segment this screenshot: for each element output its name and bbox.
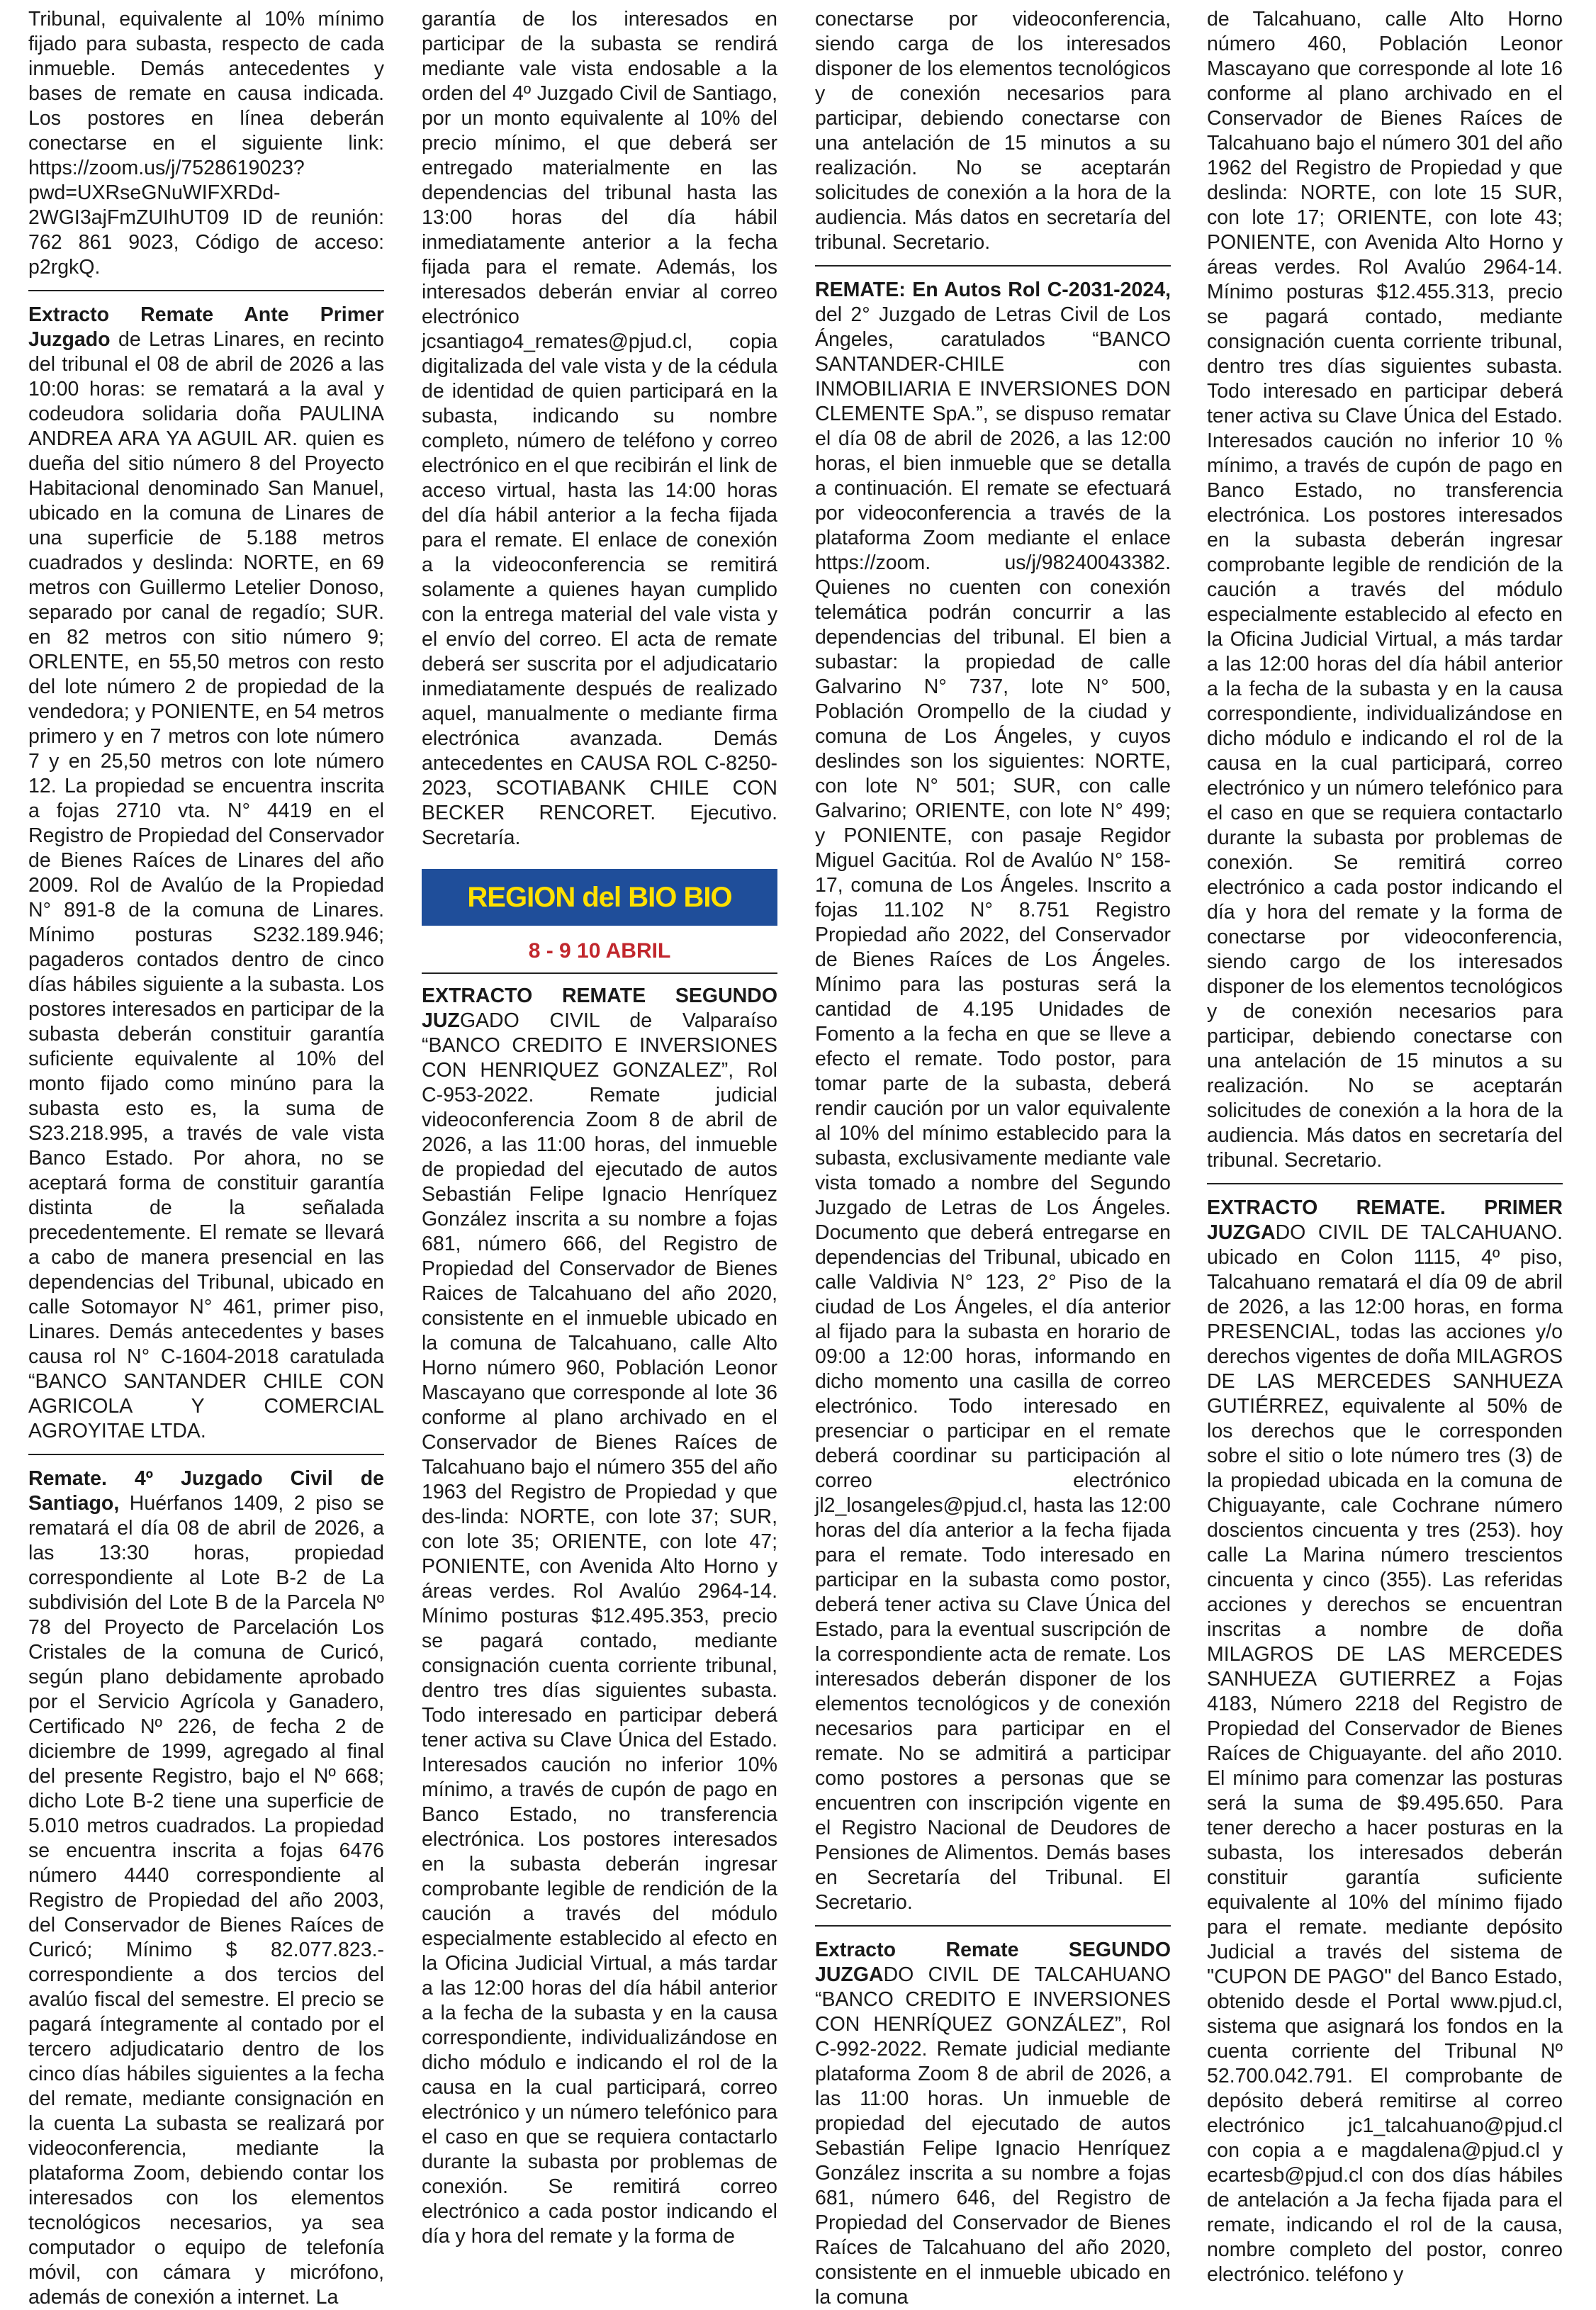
notice-heading: EXTRACTO REMATE SEGUNDO JUZ bbox=[422, 985, 777, 1032]
column-3 bbox=[815, 7, 1171, 2310]
notice-talcahuano-remate: Extracto Remate SEGUNDO JUZGADO CIVIL DE TALCAHUANO “BANCO CREDITO E INVERSIONES CON HENRÍQUEZ GONZÁLEZ”, Rol C-992-2022. Remate judicial mediante plataforma Zoom 8 de abril de 2026, a las 11:00 horas. Un inmueble de propiedad del ejecutado de autos Sebastián Felipe Ignacio Henríquez González inscrita a su nombre a fojas 681, número 646, del Registro de Propiedad del Conservador de Bienes Raíces de Talcahuano del año 2020, consistente en el inmueble ubicado en la comuna bbox=[815, 1925, 1171, 2310]
notice-linares-remate: Extracto Remate Ante Primer Juzgado de Letras Linares, en recinto del tribunal el 08 de abril de 2026 a las 10:00 horas: se rematará a la aval y codeudora solidaria doña PAULINA ANDREA ARA YA AGUIL AR. quien es dueña del sitio número 8 del Proyecto Habitacional denominado San Manuel, ubicado en la comuna de Linares de una superficie de 5.188 metros cuadrados y deslinda: NORTE, en 69 metros con Guillermo Letelier Donoso, separado por canal de regadío; SUR. en 82 metros con sitio número 9; ORLENTE, en 55,50 metros con resto del lote número 2 de propiedad de la vendedora; y PONIENTE, en 54 metros primero y en 7 metros con lote número 7 y en 25,50 metros con lote número 12. La propiedad se encuentra inscrita a fojas 2710 vta. N° 4419 en el Registro de Propiedad del Conservador de Bienes Raíces de Linares del año 2009. Rol de Avalúo de la Propiedad N° 891-8 de la comuna de Linares. Mínimo posturas S232.189.946; pagaderos contados dentro de cinco días hábiles siguiente a la subasta. Los postores interesados en participar de la subasta deberán constituir garantía suficiente equivalente al 10% del monto fijado como minúno para la subasta esto es, la suma de S23.218.995, a través de vale vista Banco Estado. Por ahora, no se aceptará forma de constituir garantía distinta de la señalada precedentemente. El remate se llevará a cabo de manera presencial en las dependencias del Tribunal, ubicado en calle Sotomayor N° 461, primer piso, Linares. Demás antecedentes y bases causa rol N° C-1604-2018 caratulada “BANCO SANTANDER CHILE CON AGRICOLA Y COMERCIAL AGROYITAE LTDA. bbox=[28, 290, 384, 1444]
notice-heading: Extracto Remate SEGUNDO JUZGA bbox=[815, 1939, 1171, 1986]
notice-heading: Remate. 4º Juzgado Civil de Santiago, bbox=[28, 1467, 384, 1515]
notice-heading: EXTRACTO REMATE. PRIMER JUZGA bbox=[1207, 1196, 1563, 1244]
region-banner-title: REGION del BIO BIO bbox=[467, 881, 732, 913]
notice-continuation: Tribunal, equivalente al 10% mínimo fijado para subasta, respecto de cada inmueble. Demás antecedentes y bases de remate en causa indicada. Los postores en línea deberán conectarse en el siguiente link: https://zoom.us/j/7528619023?pwd=UXRseGNuWIFXRDd-2WGI3ajFmZUIhUT09 ID de reunión: 762 861 9023, Código de acceso: p2rgkQ. bbox=[28, 8, 384, 279]
notice-los-angeles-remate: REMATE: En Autos Rol C-2031-2024, del 2° Juzgado de Letras Civil de Los Ángeles, caratulados “BANCO SANTANDER-CHILE con INMOBILIARIA E INVERSIONES DON CLEMENTE SpA.”, se dispuso rematar el día 08 de abril de 2026, a las 12:00 horas, el bien inmueble que se detalla a continuación. El remate se efectuará por videoconferencia a través de la plataforma Zoom mediante el enlace https://zoom. us/j/98240043382. Quienes no cuenten con conexión telemática podrán concurrir a las dependencias del tribunal. El bien a subastar: la propiedad de calle Galvarino N° 737, lote N° 500, Población Orompello de la ciudad y comuna de Los Ángeles, y cuyos deslindes son los siguientes: NORTE, con lote N° 501; SUR, con calle Galvarino; ORIENTE, con lote N° 499; y PONIENTE, con pasaje Regidor Miguel Gacitúa. Rol de Avalúo N° 158-17, comuna de Los Ángeles. Inscrito a fojas 11.102 N° 8.751 Registro Propiedad año 2022, del Conservador de Bienes Raíces de Los Ángeles. Mínimo para las posturas será la cantidad de 4.195 Unidades de Fomento a la fecha en que se lleve a efecto el remate. Todo postor, para tomar parte de la subasta, deberá rendir caución por un valor equivalente al 10% del mínimo establecido para la subasta, exclusivamente mediante vale vista tomado a nombre del Segundo Juzgado de Letras de Los Ángeles. Documento que deberá entregarse en dependencias del Tribunal, ubicado en calle Valdivia N° 123, 2° Piso de la ciudad de Los Ángeles, el día anterior al fijado para la subasta en horario de 09:00 a 12:00 horas, informando en dicho momento una casilla de correo electrónico. Todo interesado en presenciar o participar en el remate deberá coordinar su participación al correo electrónico jl2_losangeles@pjud.cl, hasta las 12:00 horas del día anterior a la fecha fijada para el remate. Todo interesado en participar en la subasta como postor, deberá tener activa su Clave Única del Estado, para la eventual suscripción de la correspondiente acta de remate. Los interesados deberán disponer de los elementos tecnológicos y de conexión necesarios para participar en el remate. No se admitirá a participar como postores a personas que se encuentren con inscripción vigente en el Registro Nacional de Deudores de Pensiones de Alimentos. Demás bases en Secretaría del Tribunal. El Secretario. bbox=[815, 265, 1171, 1915]
notice-continuation: conectarse por videoconferencia, siendo carga de los interesados disponer de los elementos tecnológicos y de conexión necesarios para participar, debiendo conectarse con una antelación de 15 minutos a su realización. No se aceptarán solicitudes de conexión a la hora de la audiencia. Más datos en secretaría del tribunal. Secretario. bbox=[815, 8, 1171, 254]
region-banner bbox=[422, 869, 777, 926]
notice-continuation: de Talcahuano, calle Alto Horno número 460, Población Leonor Mascayano que corresponde al lote 16 conforme al plano archivado en el Conservador de Bienes Raíces de Talcahuano bajo el número 301 del año 1962 del Registro de Propiedad y que deslinda: NORTE, con lote 15 SUR, con lote 17; ORIENTE, con lote 43; PONIENTE, con Avenida Alto Horno y áreas verdes. Rol Avalúo 2964-14. Mínimo posturas $12.455.313, precio se pagará contado, mediante consignación cuenta corriente tribunal, dentro tres días siguientes subasta. Todo interesado en participar deberá tener activa su Clave Única del Estado. Interesados caución no inferior 10 % mínimo, a través de cupón de pago en Banco Estado, no transferencia electrónica. Los postores interesados en la subasta deberán ingresar comprobante legible de rendición de la caución a través del módulo especialmente establecido al efecto en la Oficina Judicial Virtual, a más tardar a las 12:00 horas del día hábil anterior a la fecha de la subasta y en la causa correspondiente, individualizándose en dicho módulo e indicando el rol de la causa en la cual participará, correo electrónico y un número telefónico para el caso en que se requiera contactarlo durante la subasta por problemas de conexión. Se remitirá correo electrónico a cada postor indicando el día y hora del remate y la forma de conectarse por videoconferencia, siendo cargo de los interesados disponer de los elementos tecnológicos y de conexión necesarios para participar, debiendo conectarse con una antelación de 15 minutos a su realización. No se aceptarán solicitudes de conexión a la hora de la audiencia. Más datos en secretaría del tribunal. Secretario. bbox=[1207, 8, 1563, 1172]
notice-santiago-remate: Remate. 4º Juzgado Civil de Santiago, Huérfanos 1409, 2 piso se rematará el día 08 de abril de 2026, a las 13:30 horas, propiedad correspondiente al Lote B-2 de La subdivisión del Lote B de la Parcela Nº 78 del Proyecto de Parcelación Los Cristales de la comuna de Curicó, según plano debidamente aprobado por el Servicio Agrícola y Ganadero, Certificado Nº 226, de fecha 2 de diciembre de 1999, agregado al final del presente Registro, bajo el Nº 668; dicho Lote B-2 tiene una superficie de 5.010 metros cuadrados. La propiedad se encuentra inscrita a fojas 6476 número 4440 correspondiente al Registro de Propiedad del año 2003, del Conservador de Bienes Raíces de Curicó; Mínimo $ 82.077.823.- correspondiente a dos tercios del avalúo fiscal del semestre. El precio se pagará íntegramente al contado por el tercero adjudicatario dentro de los cinco días hábiles siguientes a la fecha del remate, mediante consignación en la cuenta La subasta se realizará por videoconferencia, mediante la plataforma Zoom, debiendo contar los interesados con los elementos tecnológicos necesarios, ya sea computador o equipo de telefonía móvil, con cámara y micrófono, además de conexión a internet. La bbox=[28, 1454, 384, 2310]
notice-heading: Extracto Remate Ante Primer Juzgado bbox=[28, 303, 384, 351]
notice-continuation: garantía de los interesados en participar de la subasta se rendirá mediante vale vista endosable a la orden del 4º Juzgado Civil de Santiago, por un monto equivalente al 10% del precio mínimo, el que deberá ser entregado materialmente en las dependencias del tribunal hasta las 13:00 horas del día hábil inmediatamente anterior a la fecha fijada para el remate. Además, los interesados deberán enviar al correo electrónico jcsantiago4_remates@pjud.cl, copia digitalizada del vale vista y de la cédula de identidad de quien participará en la subasta, indicando su nombre completo, número de teléfono y correo electrónico en el que recibirán el link de acceso virtual, hasta las 14:00 horas del día hábil anterior a la fecha fijada para el remate. El enlace de conexión a la videoconferencia se remitirá solamente a quienes hayan cumplido con la entrega material del vale vista y el envío del correo. El acta de remate deberá ser suscrita por el adjudicatario inmediatamente después de realizado aquel, manualmente o mediante firma electrónica avanzada. Demás antecedentes en CAUSA ROL C-8250-2023, SCOTIABANK CHILE CON BECKER RENCORET. Ejecutivo. Secretaría. bbox=[422, 8, 777, 849]
publication-dates: 8 - 9 10 ABRIL bbox=[422, 937, 777, 974]
column-4 bbox=[1207, 7, 1563, 2287]
region-section-header bbox=[422, 869, 777, 974]
notice-valparaiso-remate: EXTRACTO REMATE SEGUNDO JUZGADO CIVIL de Valparaíso “BANCO CREDITO E INVERSIONES CON HENRIQUEZ GONZALEZ”, Rol C-953-2022. Remate judicial videoconferencia Zoom 8 de abril de 2026, a las 11:00 horas, del inmueble de propiedad del ejecutado de autos Sebastián Felipe Ignacio Henríquez González inscrita a su nombre a fojas 681, número 666, del Registro de Propiedad del Conservador de Bienes Raices de Talcahuano del año 2020, consistente en el inmueble ubicado en la comuna de Talcahuano, calle Alto Horno número 960, Población Leonor Mascayano que corresponde al lote 36 conforme al plano archivado en el Conservador de Bienes Raíces de Talcahuano bajo el número 355 del año 1963 del Registro de Propiedad y que des-linda: NORTE, con lote 37; SUR, con lote 35; ORIENTE, con lote 47; PONIENTE, con Avenida Alto Horno y áreas verdes. Rol Avalúo 2964-14. Mínimo posturas $12.495.353, precio se pagará contado, mediante consignación cuenta corriente tribunal, dentro tres días siguientes subasta. Todo interesado en participar deberá tener activa su Clave Única del Estado. Interesados caución no inferior 10% mínimo, a través de cupón de pago en Banco Estado, no transferencia electrónica. Los postores interesados en la subasta deberán ingresar comprobante legible de rendición de la caución a través del módulo especialmente establecido al efecto en la Oficina Judicial Virtual, a más tardar a las 12:00 horas del día hábil anterior a la fecha de la subasta y en la causa correspondiente, individualizándose en dicho módulo e indicando el rol de la causa en la cual participará, correo electrónico y un número telefónico para el caso en que se requiera contactarlo durante la subasta por problemas de conexión. Se remitirá correo electrónico a cada postor indicando el día y hora del remate y la forma de bbox=[422, 985, 777, 2248]
column-2 bbox=[422, 7, 777, 2249]
notice-talcahuano-primer-remate: EXTRACTO REMATE. PRIMER JUZGADO CIVIL DE TALCAHUANO. ubicado en Colon 1115, 4º piso, Talcahuano rematará el día 09 de abril de 2026, a las 12:00 horas, en forma PRESENCIAL, todas las acciones y/o derechos vigentes de doña MILAGROS DE LAS MERCEDES SANHUEZA GUTIÉRREZ, equivalente al 50% de los derechos que le corresponden sobre el sitio o lote número tres (3) de la propiedad ubicada en la comuna de Chiguayante, cale Cochrane número doscientos cincuenta y tres (253). hoy calle La Marina número trescientos cincuenta y cinco (355). Las referidas acciones y derechos se encuentran inscritas a nombre de doña MILAGROS DE LAS MERCEDES SANHUEZA GUTIERREZ a Fojas 4183, Número 2218 del Registro de Propiedad del Conservador de Bienes Raíces de Chiguayante. del año 2010. El mínimo para comenzar las posturas será la suma de $9.495.650. Para tener derecho a hacer posturas en la subasta, los interesados deberán constituir garantía suficiente equivalente al 10% del mínimo fijado para el remate. mediante depósito Judicial a través del sistema de "CUPON DE PAGO" del Banco Estado, obtenido desde el Portal www.pjud.cl, sistema que asignará los fondos en la cuenta corriente del Tribunal Nº 52.700.042.791. El comprobante de depósito deberá remitirse al correo electrónico jc1_talcahuano@pjud.cl con copia a e magdalena@pjud.cl y ecartesb@pjud.cl con dos días hábiles de antelación a Ja fecha fijada para el remate, indicando el rol de la causa, nombre completo del postor, conreo electrónico. teléfono y bbox=[1207, 1183, 1563, 2287]
column-1 bbox=[28, 7, 384, 2310]
notice-heading: REMATE: En Autos Rol C-2031-2024, bbox=[815, 279, 1171, 301]
